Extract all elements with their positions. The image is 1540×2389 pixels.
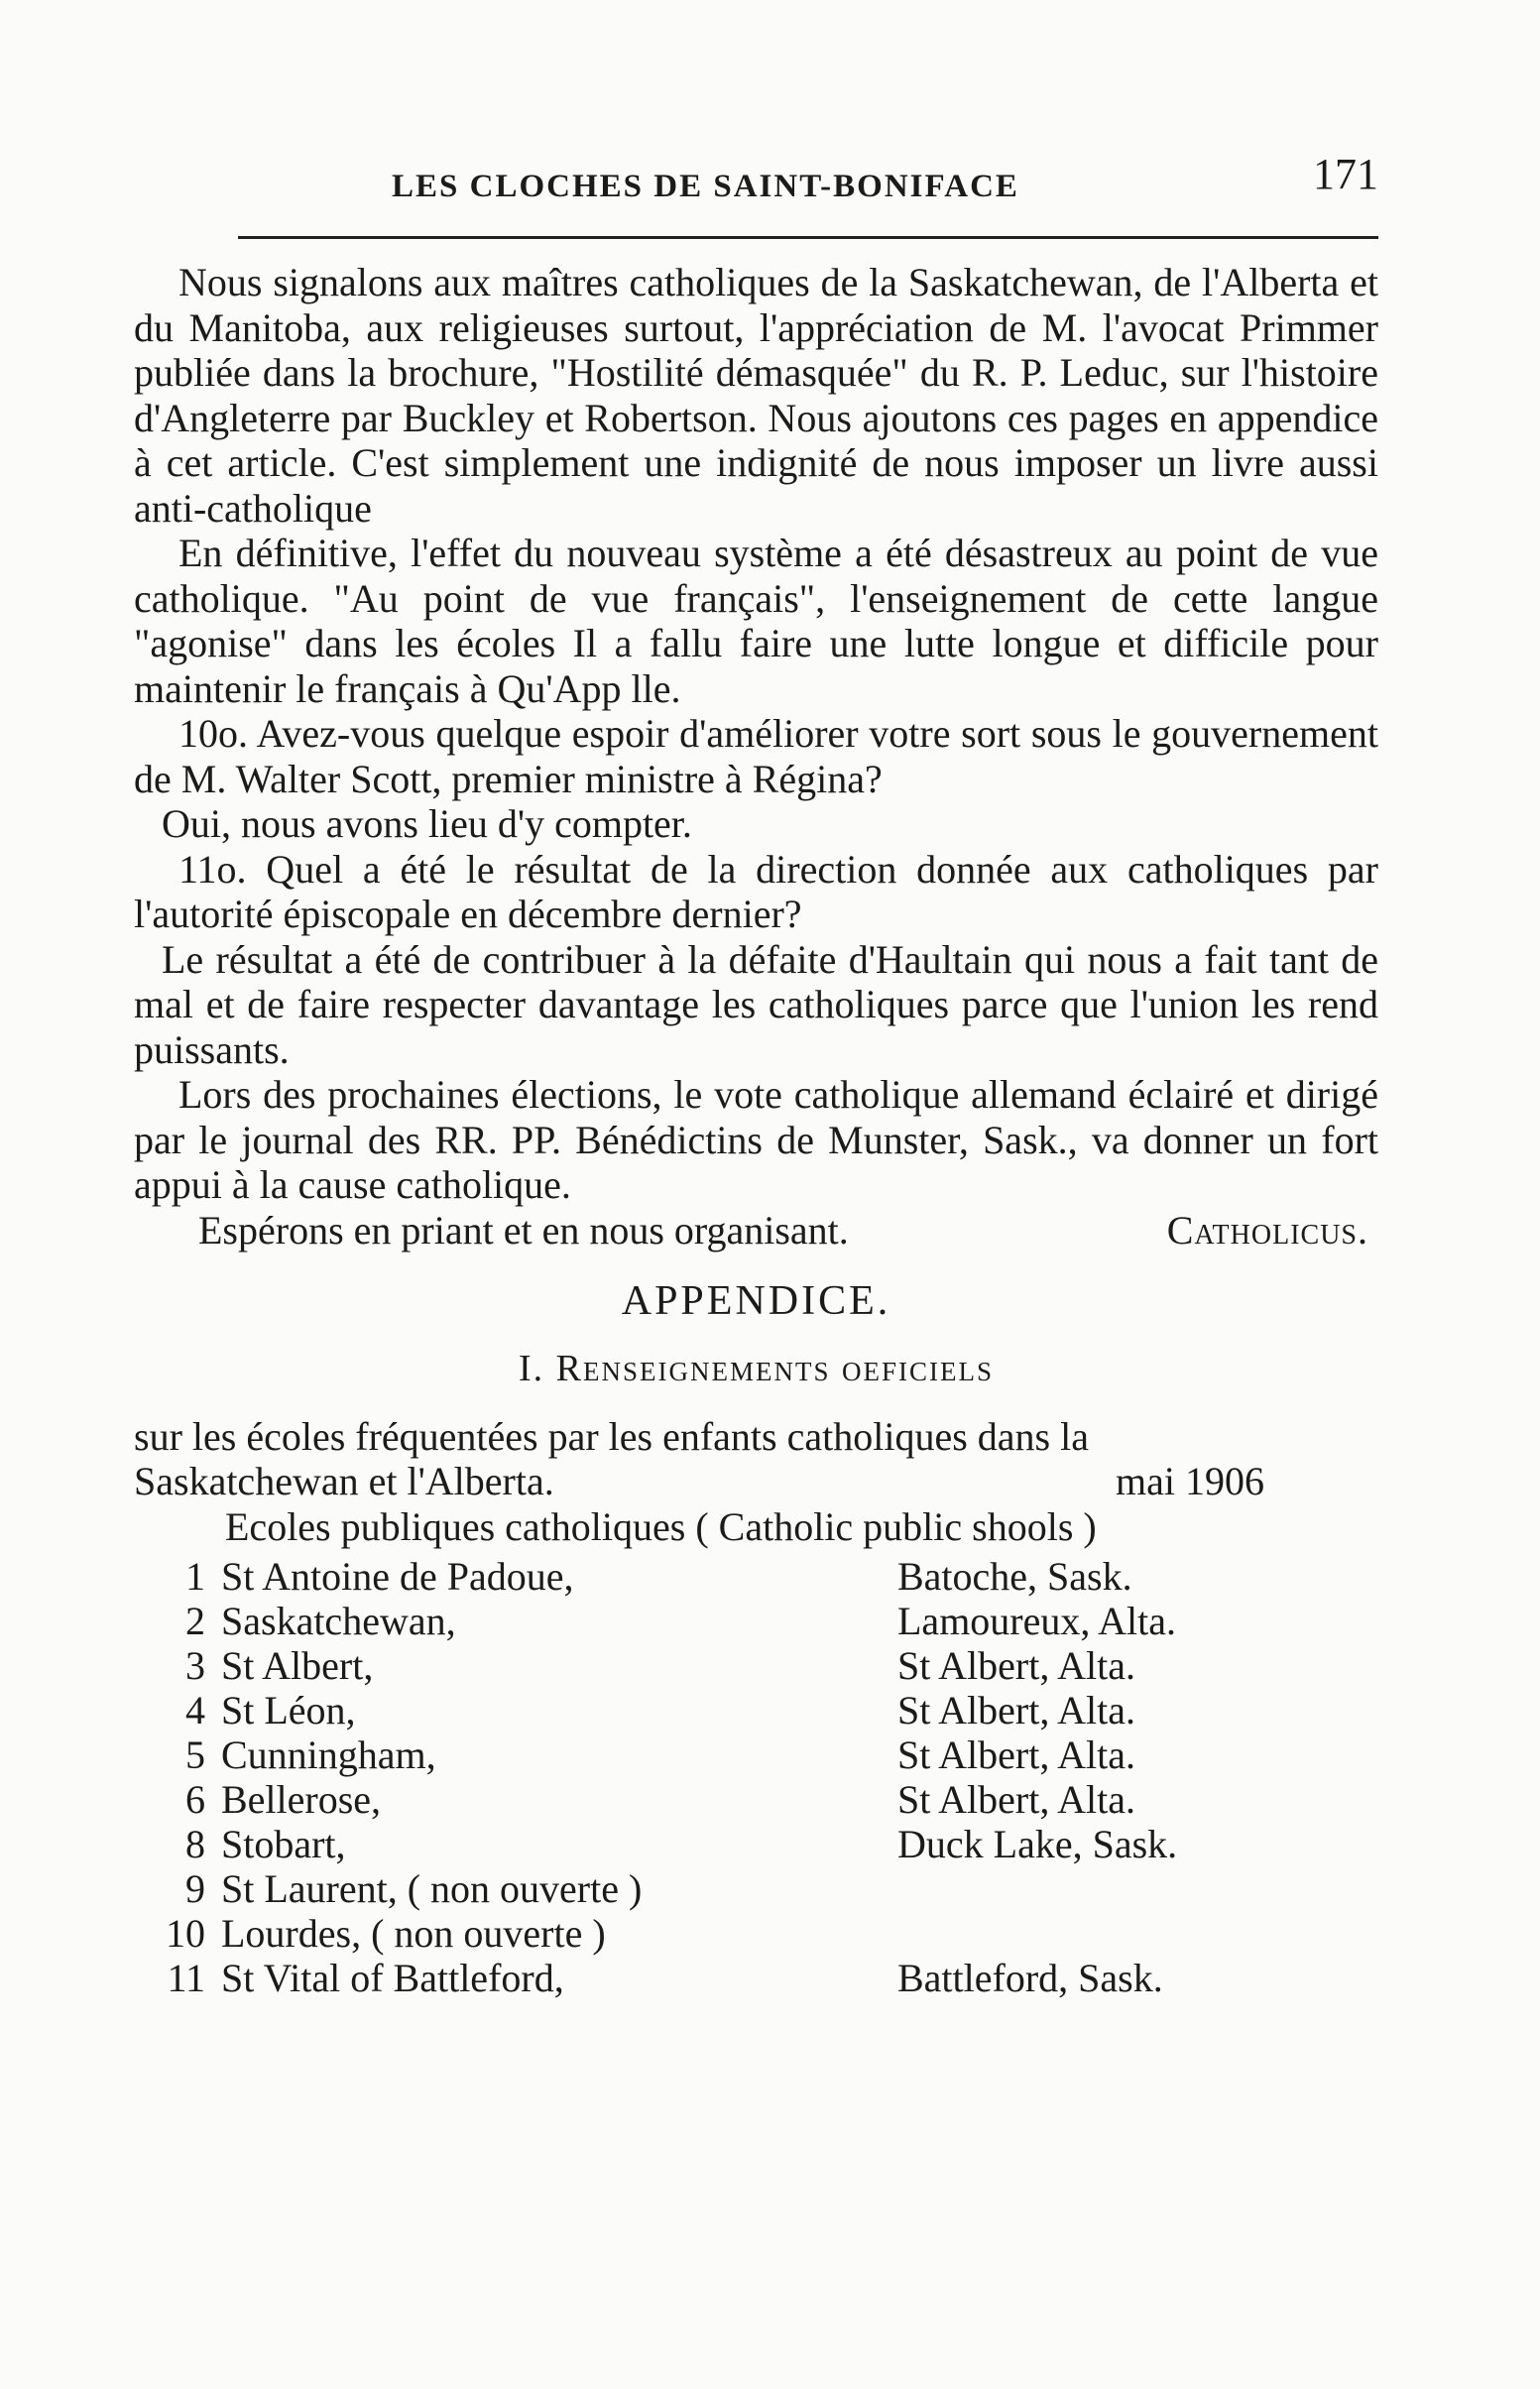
question-10: 10o. Avez-vous quelque espoir d'améliorer votre sort sous le gouvernement de M. Walter Scott, premier ministre à Régina?: [134, 711, 1378, 801]
closing-line: [134, 1208, 1378, 1254]
school-number: 10: [166, 1911, 205, 1956]
school-name: St Albert,: [221, 1643, 374, 1688]
schools-heading: Ecoles publiques catholiques ( Catholic public shools ): [225, 1504, 1097, 1549]
author-signature: Catholicus.: [1166, 1207, 1368, 1253]
appendix-intro-line2: [134, 1459, 1378, 1504]
school-name: St Léon,: [221, 1688, 356, 1732]
appendix-title: APPENDICE.: [621, 1277, 891, 1324]
list-item: [134, 1599, 1378, 1643]
question-11: 11o. Quel a été le résultat de la direction donnée aux catholiques par l'autorité épiscopale en décembre dernier?: [134, 846, 1378, 936]
school-location: Batoche, Sask.: [897, 1554, 1132, 1599]
list-item: [134, 1956, 1378, 2000]
paragraph-system-effect: En définitive, l'effet du nouveau système a été désastreux au point de vue catholique. "Au point de vue français", l'enseignement de cette langue "agonise" dans les écoles Il a fallu faire une lutte longue et difficile pour maintenir le français à Qu'App lle.: [134, 531, 1378, 711]
school-number: 3: [185, 1643, 205, 1688]
list-item: [134, 1777, 1378, 1822]
school-location: Battleford, Sask.: [897, 1956, 1163, 2000]
school-number: 9: [185, 1866, 205, 1911]
page-number: 171: [1313, 150, 1378, 198]
school-number: 4: [185, 1688, 205, 1732]
school-name: Cunningham,: [221, 1732, 436, 1777]
list-item: [134, 1822, 1378, 1866]
list-item: [134, 1688, 1378, 1732]
answer-11: Le résultat a été de contribuer à la défaite d'Haultain qui nous a fait tant de mal et de faire respecter davantage les catholiques parce que l'union les rend puissants.: [134, 936, 1378, 1072]
paragraph-teachers-notice: Nous signalons aux maîtres catholiques de la Saskatchewan, de l'Alberta et du Manitoba, aux religieuses surtout, l'appréciation de M. l'avocat Primmer publiée dans la brochure, "Hostilité démasquée" du R. P. Leduc, sur l'histoire d'Angleterre par Buckley et Robertson. Nous ajoutons ces pages en appendice à cet article. C'est simplement une indignité de nous imposer un livre aussi anti-catholique: [134, 260, 1378, 531]
school-number: 5: [185, 1732, 205, 1777]
closing-text: Espérons en priant et en nous organisant.: [198, 1207, 849, 1253]
page-body: [134, 260, 1378, 2000]
school-location: Duck Lake, Sask.: [897, 1822, 1178, 1866]
appendix-intro-line1: sur les écoles fréquentées par les enfants catholiques dans la: [134, 1413, 1089, 1459]
list-item: [134, 1732, 1378, 1777]
school-location: Lamoureux, Alta.: [897, 1599, 1177, 1643]
region-text: Saskatchewan et l'Alberta.: [134, 1459, 554, 1503]
school-number: 6: [185, 1777, 205, 1822]
school-name: St Antoine de Padoue,: [221, 1554, 574, 1599]
answer-10: Oui, nous avons lieu d'y compter.: [162, 801, 692, 846]
school-number: 11: [167, 1956, 205, 2000]
school-number: 2: [185, 1599, 205, 1643]
school-location: St Albert, Alta.: [897, 1688, 1135, 1732]
school-number: 1: [185, 1554, 205, 1599]
school-name: St Laurent, ( non ouverte ): [221, 1866, 643, 1911]
school-name: Lourdes, ( non ouverte ): [221, 1911, 606, 1956]
school-name: Bellerose,: [221, 1777, 382, 1822]
list-item: [134, 1866, 1378, 1911]
school-name: St Vital of Battleford,: [221, 1956, 564, 2000]
running-title: LES CLOCHES DE SAINT-BONIFACE: [392, 169, 1019, 204]
paragraph-elections: Lors des prochaines élections, le vote catholique allemand éclairé et dirigé par le journal des RR. PP. Bénédictins de Munster, Sask., va donner un fort appui à la cause catholique.: [134, 1072, 1378, 1207]
school-name: Saskatchewan,: [221, 1599, 456, 1643]
section-title: I. Renseignements oeficiels: [519, 1347, 994, 1389]
school-location: St Albert, Alta.: [897, 1777, 1135, 1822]
school-number: 8: [185, 1822, 205, 1866]
school-name: Stobart,: [221, 1822, 346, 1866]
list-item: [134, 1643, 1378, 1688]
report-date: mai 1906: [1116, 1459, 1264, 1503]
page-header: [238, 149, 1378, 208]
list-item: [134, 1911, 1378, 1956]
school-location: St Albert, Alta.: [897, 1643, 1135, 1688]
list-item: [134, 1554, 1378, 1599]
school-list: [134, 1554, 1378, 2000]
school-location: St Albert, Alta.: [897, 1732, 1135, 1777]
header-rule: [238, 236, 1378, 239]
